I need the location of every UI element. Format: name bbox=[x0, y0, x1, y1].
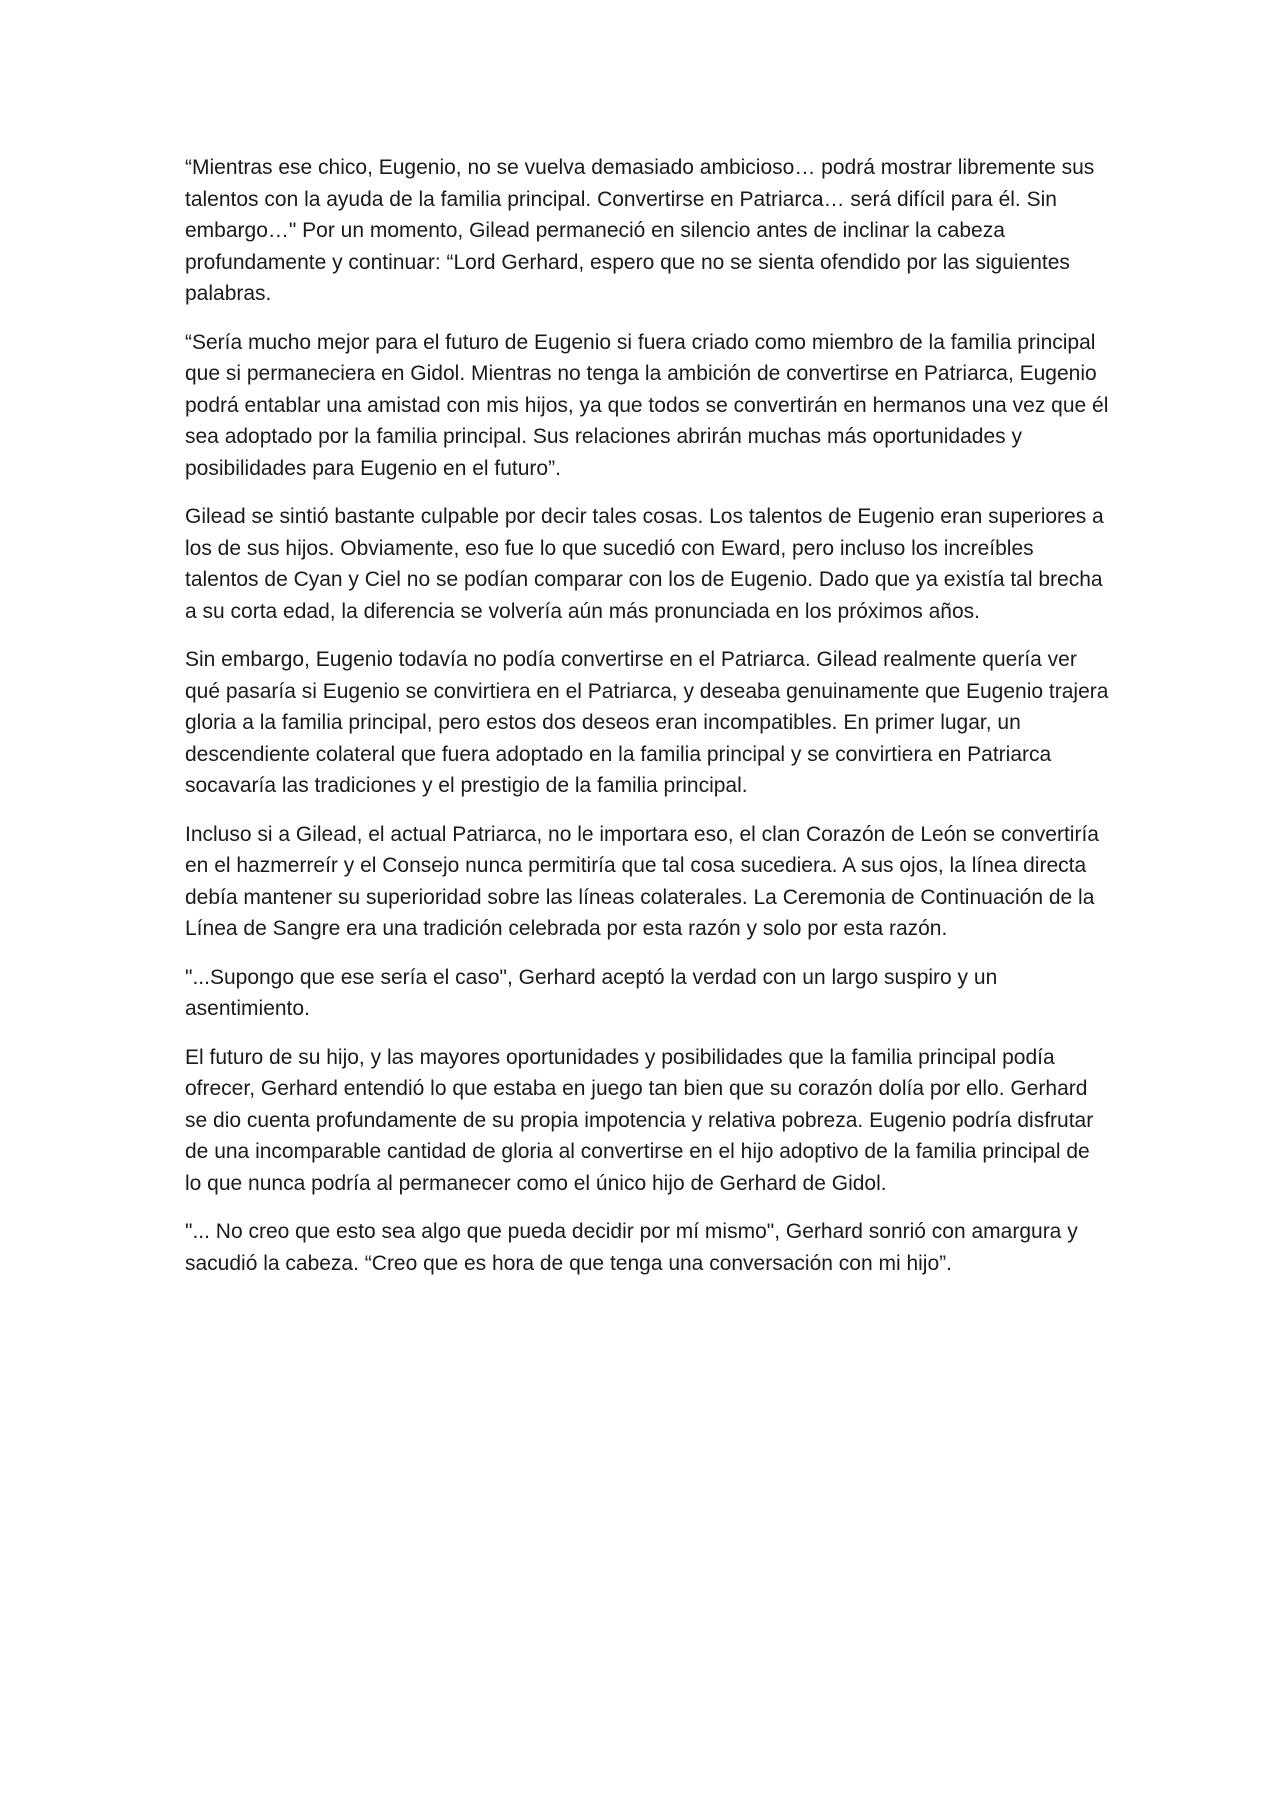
paragraph-5: Incluso si a Gilead, el actual Patriarca, no le importara eso, el clan Corazón de León se convertiría en el hazmerreír y el Consejo nunca permitiría que tal cosa sucediera. A sus ojos, la línea directa debía mantener su superioridad sobre las líneas colaterales. La Ceremonia de Continuación de la Línea de Sangre era una tradición celebrada por esta razón y solo por esta razón. bbox=[185, 822, 1099, 940]
paragraph-4: Sin embargo, Eugenio todavía no podía convertirse en el Patriarca. Gilead realmente quería ver qué pasaría si Eugenio se convirtiera en el Patriarca, y deseaba genuinamente que Eugenio trajera gloria a la familia principal, pero estos dos deseos eran incompatibles. En primer lugar, un descendiente colateral que fuera adoptado en la familia principal y se convirtiera en Patriarca socavaría las tradiciones y el prestigio de la familia principal. bbox=[185, 648, 1109, 797]
paragraph-3: Gilead se sintió bastante culpable por decir tales cosas. Los talentos de Eugenio eran superiores a los de sus hijos. Obviamente, eso fue lo que sucedió con Eward, pero incluso los increíbles talentos de Cyan y Ciel no se podían comparar con los de Eugenio. Dado que ya existía tal brecha a su corta edad, la diferencia se volvería aún más pronunciada en los próximos años. bbox=[185, 505, 1104, 623]
paragraph-1: “Mientras ese chico, Eugenio, no se vuelva demasiado ambicioso… podrá mostrar libremente sus talentos con la ayuda de la familia principal. Convertirse en Patriarca… será difícil para él. Sin embargo…" Por un momento, Gilead permaneció en silencio antes de inclinar la cabeza profundamente y continuar: “Lord Gerhard, espero que no se sienta ofendido por las siguientes palabras. bbox=[185, 156, 1095, 305]
paragraph-6: "...Supongo que ese sería el caso", Gerhard aceptó la verdad con un largo suspiro y un asentimiento. bbox=[185, 965, 998, 1020]
paragraph-2: “Sería mucho mejor para el futuro de Eugenio si fuera criado como miembro de la familia principal que si permaneciera en Gidol. Mientras no tenga la ambición de convertirse en Patriarca, Eugenio podrá entablar una amistad con mis hijos, ya que todos se convertirán en hermanos una vez que él sea adoptado por la familia principal. Sus relaciones abrirán muchas más oportunidades y posibilidades para Eugenio en el futuro”. bbox=[185, 330, 1109, 480]
document-body bbox=[185, 152, 1110, 1296]
paragraph-8: "... No creo que esto sea algo que pueda decidir por mí mismo", Gerhard sonrió con amargura y sacudió la cabeza. “Creo que es hora de que tenga una conversación con mi hijo”. bbox=[185, 1220, 1078, 1275]
paragraph-7: El futuro de su hijo, y las mayores oportunidades y posibilidades que la familia principal podía ofrecer, Gerhard entendió lo que estaba en juego tan bien que su corazón dolía por ello. Gerhard se dio cuenta profundamente de su propia impotencia y relativa pobreza. Eugenio podría disfrutar de una incomparable cantidad de gloria al convertirse en el hijo adoptivo de la familia principal de lo que nunca podría al permanecer como el único hijo de Gerhard de Gidol. bbox=[185, 1045, 1094, 1195]
